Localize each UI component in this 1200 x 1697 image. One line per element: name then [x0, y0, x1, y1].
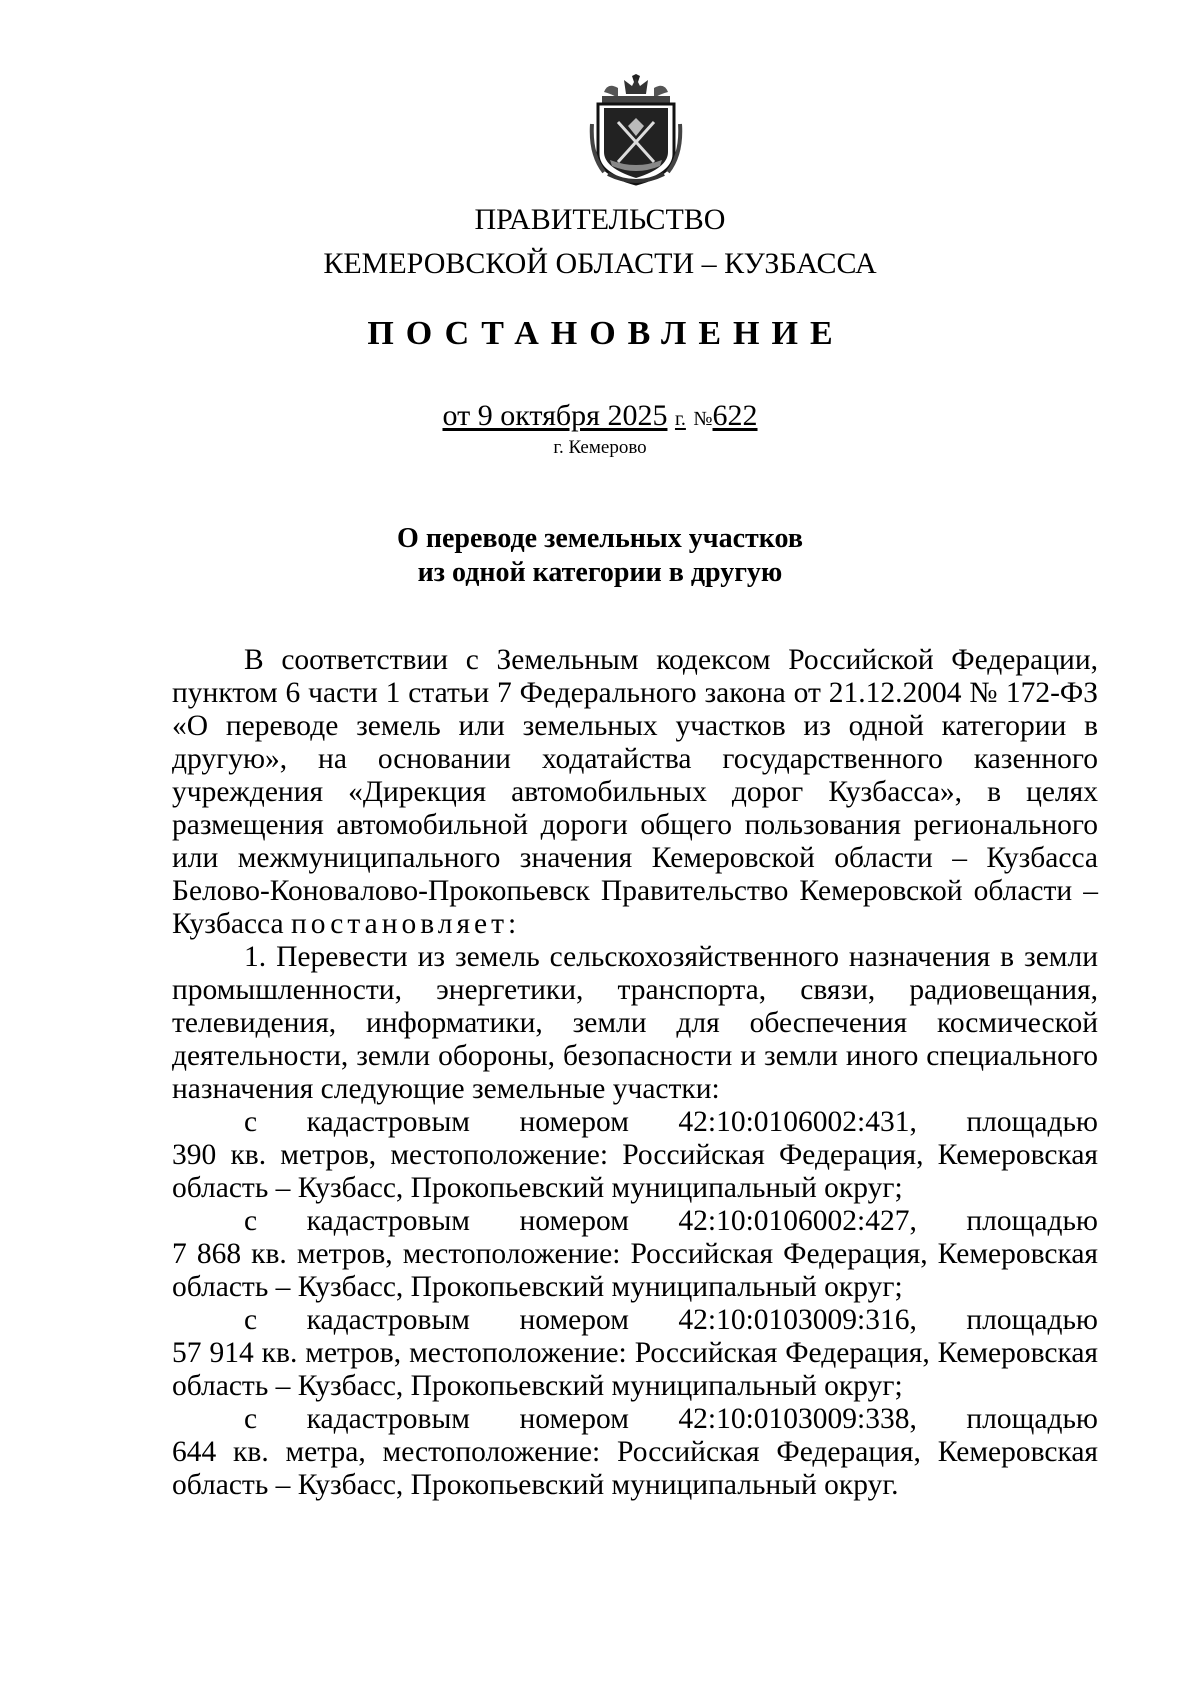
coat-of-arms-emblem [588, 74, 684, 186]
parcel-line-1 [172, 1304, 1098, 1337]
parcel-item [172, 1205, 1098, 1304]
year-suffix: г. [674, 408, 686, 430]
document-type-heading: ПОСТАНОВЛЕНИЕ [367, 315, 845, 352]
parcel-word-number: номером [519, 1205, 629, 1237]
preamble-paragraph [172, 644, 1098, 941]
parcel-prefix: с [244, 1403, 258, 1435]
date-and-number-line [0, 398, 1200, 437]
title-line-2: из одной категории в другую [417, 557, 783, 588]
parcel-prefix: с [244, 1205, 258, 1237]
resolves-word: постановляет: [290, 908, 521, 940]
parcel-item [172, 1403, 1098, 1502]
parcel-details: 7 868 кв. метров, местоположение: Российская Федерация, Кемеровская область – Кузбасс, Прокопьевский муниципальный округ; [172, 1238, 1098, 1303]
number-sign: № [693, 408, 713, 430]
parcel-item [172, 1106, 1098, 1205]
parcel-word-cadastral: кадастровым [306, 1106, 470, 1138]
parcel-word-number: номером [519, 1304, 629, 1336]
parcel-word-cadastral: кадастровым [306, 1304, 470, 1336]
parcel-cadastral-number: 42:10:0106002:431, [678, 1106, 917, 1138]
document-title [0, 522, 1200, 590]
parcel-word-area: площадью [966, 1403, 1098, 1435]
preamble-text: В соответствии с Земельным кодексом Российской Федерации, пунктом 6 части 1 статьи 7 Федерального закона от 21.12.2004 № 172-ФЗ «О переводе земель или земельных участков из одной категории в другую», на основании ходатайства государственного казенного учреждения «Дирекция автомобильных дорог Кузбасса», в целях размещения автомобильной дороги общего пользования регионального или межмуниципального значения Кемеровской области – Кузбасса Белово-Коновалово-Прокопьевск Правительство Кемеровской области – Кузбасса [172, 644, 1098, 940]
parcel-word-area: площадью [966, 1205, 1098, 1237]
parcel-details: 57 914 кв. метров, местоположение: Российская Федерация, Кемеровская область – Кузбасс, Прокопьевский муниципальный округ; [172, 1337, 1098, 1402]
document-number: 622 [712, 399, 758, 432]
parcel-prefix: с [244, 1304, 258, 1336]
parcel-line-1 [172, 1106, 1098, 1139]
parcel-cadastral-number: 42:10:0103009:338, [678, 1403, 917, 1435]
parcel-cadastral-number: 42:10:0103009:316, [678, 1304, 917, 1336]
item-1-paragraph: 1. Перевести из земель сельскохозяйственного назначения в земли промышленности, энергетики, транспорта, связи, радиовещания, телевидения, информатики, земли для обеспечения космической деятельности, земли обороны, безопасности и земли иного специального назначения следующие земельные участки: [172, 941, 1098, 1105]
parcel-prefix: с [244, 1106, 258, 1138]
parcel-details: 644 кв. метра, местоположение: Российская Федерация, Кемеровская область – Кузбасс, Прокопьевский муниципальный округ. [172, 1436, 1098, 1501]
parcel-details: 390 кв. метров, местоположение: Российская Федерация, Кемеровская область – Кузбасс, Прокопьевский муниципальный округ; [172, 1139, 1098, 1204]
parcel-item [172, 1304, 1098, 1403]
document-body [172, 644, 1098, 1502]
parcel-line-1 [172, 1403, 1098, 1436]
city-name: г. Кемерово [553, 437, 647, 458]
organization-name-line-1: ПРАВИТЕЛЬСТВО [474, 203, 726, 236]
parcel-word-cadastral: кадастровым [306, 1205, 470, 1237]
parcel-word-number: номером [519, 1106, 629, 1138]
parcel-line-1 [172, 1205, 1098, 1238]
document-date: от 9 октября 2025 [442, 399, 668, 432]
parcel-cadastral-number: 42:10:0106002:427, [678, 1205, 917, 1237]
parcel-word-number: номером [519, 1403, 629, 1435]
title-line-1: О переводе земельных участков [397, 523, 803, 554]
parcel-word-area: площадью [966, 1304, 1098, 1336]
organization-name-line-2: КЕМЕРОВСКОЙ ОБЛАСТИ – КУЗБАССА [323, 247, 877, 280]
parcel-word-area: площадью [966, 1106, 1098, 1138]
parcel-word-cadastral: кадастровым [306, 1403, 470, 1435]
